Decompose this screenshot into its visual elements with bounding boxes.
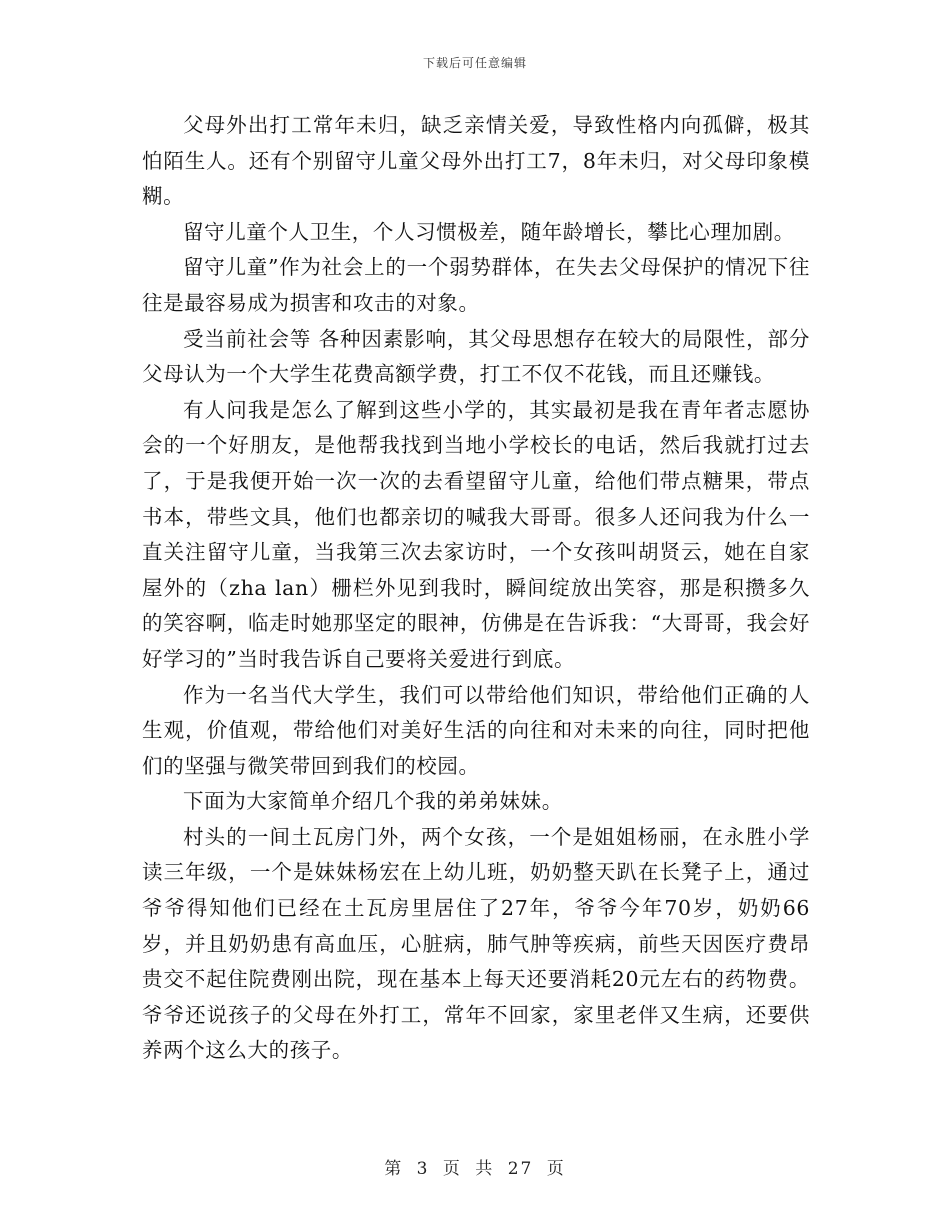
paragraph: 受当前社会等 各种因素影响，其父母思想存在较大的局限性，部分父母认为一个大学生花费高额学费，打工不仅不花钱，而且还赚钱。 [142, 326, 810, 387]
document-body [142, 108, 810, 1069]
paragraph: 留守儿童”作为社会上的一个弱势群体，在失去父母保护的情况下往往是最容易成为损害和攻击的对象。 [142, 255, 810, 315]
paragraph: 村头的一间土瓦房门外，两个女孩，一个是姐姐杨丽，在永胜小学读三年级，一个是妹妹杨宏在上幼儿班，奶奶整天趴在长凳子上，通过爷爷得知他们已经在土瓦房里居住了27年，爷爷今年70岁，奶奶66岁，并且奶奶患有高血压，心脏病，肺气肿等疾病，前些天因医疗费昂贵交不起住院费刚出院，现在基本上每天还要消耗20元左右的药物费。爷爷还说孩子的父母在外打工，常年不回家，家里老伴又生病，还要供养两个这么大的孩子。 [142, 824, 810, 1063]
paragraph: 留守儿童个人卫生，个人习惯极差，随年龄增长，攀比心理加剧。 [183, 219, 795, 244]
page-header: 下载后可任意编辑 [422, 56, 527, 70]
paragraph: 父母外出打工常年未归，缺乏亲情关爱，导致性格内向孤僻，极其怕陌生人。还有个别留守儿童父母外出打工7，8年未归，对父母印象模糊。 [142, 113, 810, 209]
paragraph: 有人问我是怎么了解到这些小学的，其实最初是我在青年者志愿协会的一个好朋友，是他帮我找到当地小学校长的电话，然后我就打过去了，于是我便开始一次一次的去看望留守儿童，给他们带点糖果，带点书本，带些文具，他们也都亲切的喊我大哥哥。很多人还问我为什么一直关注留守儿童，当我第三次去家访时，一个女孩叫胡贤云，她在自家屋外的（zha lan）栅栏外见到我时，瞬间绽放出笑容，那是积攒多久的笑容啊，临走时她那坚定的眼神，仿佛是在告诉我：“大哥哥，我会好好学习的”当时我告诉自己要将关爱进行到底。 [142, 397, 810, 671]
paragraph: 下面为大家简单介绍几个我的弟弟妹妹。 [183, 789, 563, 814]
paragraph: 作为一名当代大学生，我们可以带给他们知识，带给他们正确的人生观，价值观，带给他们对美好生活的向往和对未来的向往，同时把他们的坚强与微笑带回到我们的校园。 [142, 682, 810, 778]
page-number-footer: 第 3 页 共 27 页 [384, 1159, 566, 1179]
